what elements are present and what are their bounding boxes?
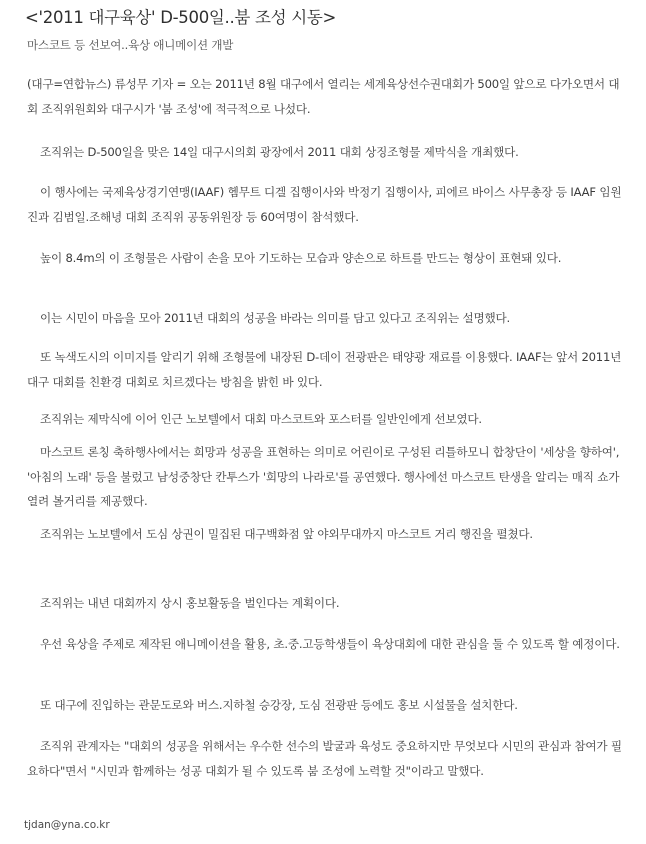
paragraph-11: 우선 육상을 주제로 제작된 애니메이션을 활용, 초.중.고등학생들이 육상대회에 대한 관심을 둘 수 있도록 할 예정이다. <box>40 637 620 651</box>
paragraph-1: (대구=연합뉴스) 류성무 기자 = 오는 2011년 8월 대구에서 열리는 세계육상선수권대회가 500일 앞으로 다가오면서 대회 조직위원회와 대구시가 '붐 조성'에 적극적으로 나섰다. <box>27 77 620 116</box>
paragraph-13: 조직위 관계자는 "대회의 성공을 위해서는 우수한 선수의 발굴과 육성도 중요하지만 무엇보다 시민의 관심과 참여가 필요하다"면서 "시민과 함께하는 성공 대회가 될 수 있도록 붐 조성에 노력할 것"이라고 말했다. <box>27 739 622 778</box>
paragraph-9: 조직위는 노보텔에서 도심 상권이 밀집된 대구백화점 앞 야외무대까지 마스코트 거리 행진을 펼쳤다. <box>40 527 533 541</box>
reporter-email: tjdan@yna.co.kr <box>24 819 110 831</box>
paragraph-3: 이 행사에는 국제육상경기연맹(IAAF) 헴무트 디겔 집행이사와 박정기 집행이사, 피에르 바이스 사무총장 등 IAAF 임원진과 김범일.조해녕 대회 조직위 공동위원장 등 60여명이 참석했다. <box>27 185 622 224</box>
paragraph-10: 조직위는 내년 대회까지 상시 홍보활동을 벌인다는 계획이다. <box>40 596 340 610</box>
paragraph-12: 또 대구에 진입하는 관문도로와 버스.지하철 승강장, 도심 전광판 등에도 홍보 시설물을 설치한다. <box>40 698 518 712</box>
article-subhead: 마스코트 등 선보여..육상 애니메이션 개발 <box>27 38 234 52</box>
paragraph-2: 조직위는 D-500일을 맞은 14일 대구시의회 광장에서 2011 대회 상징조형물 제막식을 개최했다. <box>40 145 519 159</box>
paragraph-4: 높이 8.4m의 이 조형물은 사람이 손을 모아 기도하는 모습과 양손으로 하트를 만드는 형상이 표현돼 있다. <box>40 251 562 265</box>
paragraph-8: 마스코트 론칭 축하행사에서는 희망과 성공을 표현하는 의미로 어린이로 구성된 리틀하모니 합창단이 '세상을 향하여', '아침의 노래' 등을 불렀고 남성중창단 칸투스가 '희망의 나라로'를 공연했다. 행사에선 마스코트 탄생을 알리는 매직 쇼가 열려 볼거리를 제공했다. <box>27 445 620 508</box>
paragraph-7: 조직위는 제막식에 이어 인근 노보텔에서 대회 마스코트와 포스터를 일반인에게 선보였다. <box>40 412 482 426</box>
article-headline: <'2011 대구육상' D-500일..붐 조성 시동> <box>25 8 337 27</box>
paragraph-5: 이는 시민이 마음을 모아 2011년 대회의 성공을 바라는 의미를 담고 있다고 조직위는 설명했다. <box>40 311 511 325</box>
paragraph-6: 또 녹색도시의 이미지를 알리기 위해 조형물에 내장된 D-데이 전광판은 태양광 재료를 이용했다. IAAF는 앞서 2011년 대구 대회를 친환경 대회로 치르겠다는 방침을 밝힌 바 있다. <box>27 350 622 389</box>
